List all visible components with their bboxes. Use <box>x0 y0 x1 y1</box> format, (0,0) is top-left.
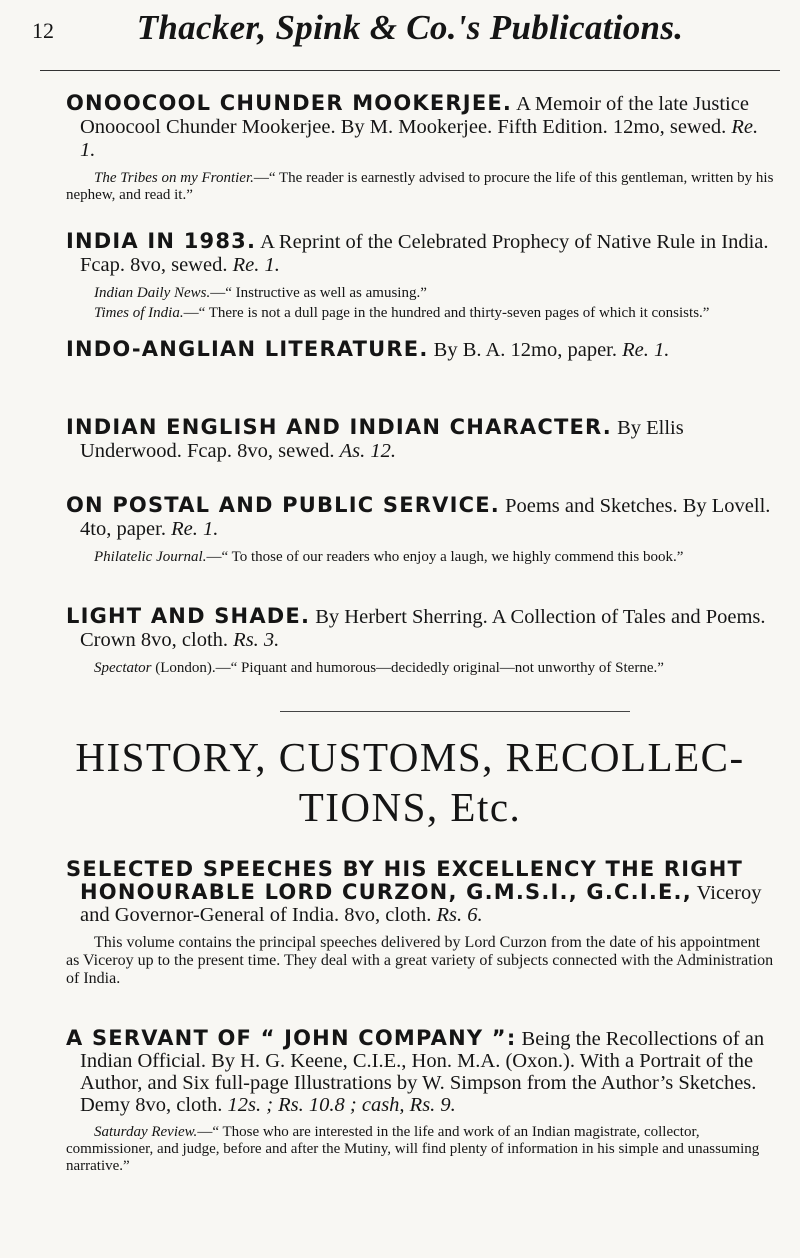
book-description: Being the Recollections of an Indian Official. By H. G. Keene, C.I.E., Hon. M.A. (Oxon.). With a Portrait of the Author, and Six full-page Illustrations by W. Simpson from the Author’s Sketches. Demy 8vo, cloth. <box>80 1028 765 1116</box>
book-description: A Memoir of the late Justice Onoocool Chunder Mookerjee. By M. Mookerjee. Fifth Edition. 12mo, sewed. <box>80 93 749 138</box>
book-description: By Herbert Sherring. A Collection of Tales and Poems. Crown 8vo, cloth. <box>80 606 766 651</box>
review-quote <box>66 170 776 204</box>
review-source: Spectator <box>94 660 152 676</box>
page-number: 12 <box>32 18 54 43</box>
book-title: ON POSTAL AND PUBLIC SERVICE. <box>66 493 500 517</box>
book-entry <box>66 230 776 322</box>
book-title: INDO-ANGLIAN LITERATURE. <box>66 337 429 361</box>
book-description: By Ellis Underwood. Fcap. 8vo, sewed. <box>80 417 684 462</box>
section-divider <box>280 711 630 712</box>
section-heading-line: HISTORY, CUSTOMS, RECOLLEC- <box>75 734 745 780</box>
book-description: Poems and Sketches. By Lovell. 4to, paper. <box>80 495 771 540</box>
book-title: INDIAN ENGLISH AND INDIAN CHARACTER. <box>66 415 612 439</box>
review-source: Saturday Review. <box>94 1124 198 1140</box>
book-price: 12s. ; Rs. 10.8 ; cash, Rs. 9. <box>227 1094 456 1116</box>
review-source: Indian Daily News. <box>94 285 211 301</box>
book-entry <box>66 416 776 463</box>
review-source: Philatelic Journal. <box>94 549 207 565</box>
review-quote <box>66 1124 776 1175</box>
book-entry <box>66 858 776 988</box>
book-description: By B. A. 12mo, paper. <box>428 339 623 361</box>
section-heading-line: TIONS, Etc. <box>298 784 522 830</box>
review-quote <box>66 305 776 322</box>
book-summary: This volume contains the principal speeches delivered by Lord Curzon from the date of his appointment as Viceroy up to the present time. They deal with a great variety of subjects connected with the Administration of India. <box>66 934 774 987</box>
review-quote <box>66 660 776 677</box>
book-description: A Reprint of the Celebrated Prophecy of Native Rule in India. Fcap. 8vo, sewed. <box>80 231 769 276</box>
book-entry <box>66 338 776 362</box>
running-title: Thacker, Spink & Co.'s Publications. <box>136 8 684 47</box>
book-entry <box>66 494 776 566</box>
review-text: —“ To those of our readers who enjoy a laugh, we highly commend this book.” <box>206 549 684 565</box>
book-price: Re. 1. <box>80 116 759 161</box>
page-header <box>32 0 780 71</box>
book-price: Re. 1. <box>232 254 280 276</box>
book-price: Rs. 3. <box>233 629 280 651</box>
book-title: ONOOCOOL CHUNDER MOOKERJEE. <box>66 91 513 115</box>
book-entry <box>66 605 776 677</box>
review-text: —“ Instructive as well as amusing.” <box>210 285 427 301</box>
review-source: The Tribes on my Frontier. <box>94 170 254 186</box>
book-description: Viceroy and Governor-General of India. 8vo, cloth. <box>80 882 762 926</box>
catalogue-page <box>32 0 780 1174</box>
book-title: INDIA IN 1983. <box>66 229 257 253</box>
book-entry <box>66 1027 776 1175</box>
review-text: —“ Those who are interested in the life and work of an Indian magistrate, collector, commissioner, and judge, before and after the Mutiny, will find plenty of information in his simple and unassuming narrative.” <box>66 1124 760 1174</box>
book-title: A SERVANT OF “ JOHN COMPANY ”: <box>66 1026 517 1050</box>
book-price: Re. 1. <box>171 518 219 540</box>
book-price: As. 12. <box>339 440 396 462</box>
book-entry <box>66 92 776 204</box>
book-price: Rs. 6. <box>436 904 483 926</box>
review-text: —“ There is not a dull page in the hundred and thirty-seven pages of which it consists.” <box>183 305 710 321</box>
review-text: —“ The reader is earnestly advised to procure the life of this gentleman, written by his nephew, and read it.” <box>66 170 774 203</box>
review-quote <box>66 549 776 566</box>
book-title: SELECTED SPEECHES BY HIS EXCELLENCY THE RIGHT HONOURABLE LORD CURZON, G.M.S.I., G.C.I.E., <box>66 857 744 904</box>
book-price: Re. 1. <box>622 339 670 361</box>
review-quote <box>66 285 776 302</box>
review-source: Times of India. <box>94 305 184 321</box>
section-heading <box>40 732 780 832</box>
book-title: LIGHT AND SHADE. <box>66 604 311 628</box>
review-text: (London).—“ Piquant and humorous—decidedly original—not unworthy of Sterne.” <box>151 660 664 676</box>
